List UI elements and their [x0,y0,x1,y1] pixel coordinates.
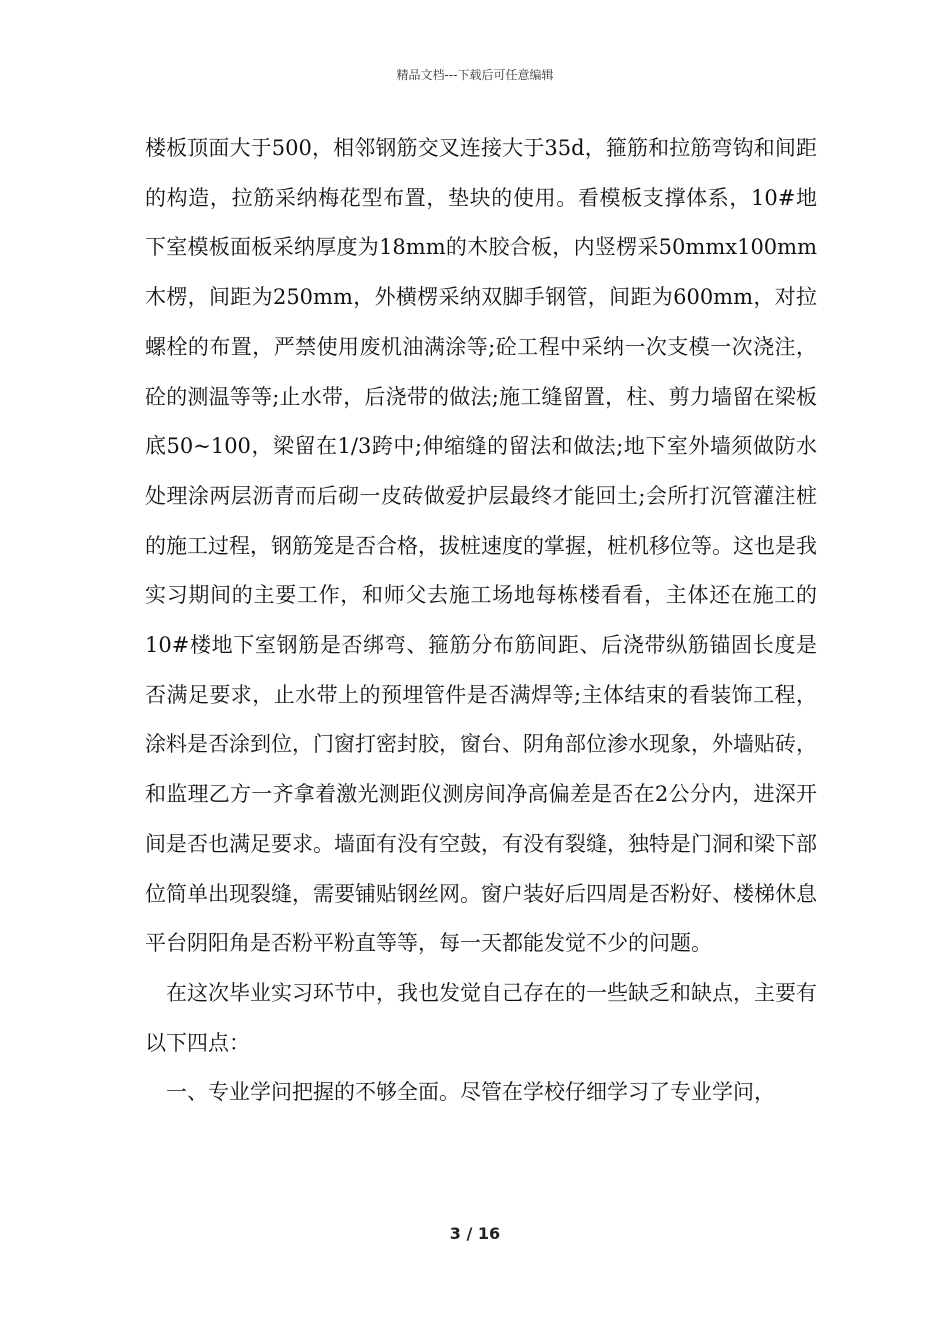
document-body [145,124,817,1118]
page-number: 3 / 16 [449,1224,501,1243]
paragraph: 楼板顶面大于500，相邻钢筋交叉连接大于35d，箍筋和拉筋弯钩和间距的构造，拉筋采纳梅花型布置，垫块的使用。看模板支撑体系，10#地下室模板面板采纳厚度为18mm的木胶合板，内竖楞采50mmx100mm木楞，间距为250mm，外横楞采纳双脚手钢管，间距为600mm，对拉螺栓的布置，严禁使用废机油满涂等;砼工程中采纳一次支模一次浇注，砼的测温等等;止水带，后浇带的做法;施工缝留置，柱、剪力墙留在梁板底50~100，梁留在1/3跨中;伸缩缝的留法和做法;地下室外墙须做防水处理涂两层沥青而后砌一皮砖做爱护层最终才能回土;会所打沉管灌注桩的施工过程，钢筋笼是否合格，拔桩速度的掌握，桩机移位等。这也是我实习期间的主要工作，和师父去施工场地每栋楼看看，主体还在施工的10#楼地下室钢筋是否绑弯、箍筋分布筋间距、后浇带纵筋锚固长度是否满足要求，止水带上的预埋管件是否满焊等;主体结束的看装饰工程，涂料是否涂到位，门窗打密封胶，窗台、阴角部位渗水现象，外墙贴砖，和监理乙方一齐拿着激光测距仪测房间净高偏差是否在2公分内，进深开间是否也满足要求。墙面有没有空鼓，有没有裂缝，独特是门洞和梁下部位简单出现裂缝，需要铺贴钢丝网。窗户装好后四周是否粉好、楼梯休息平台阴阳角是否粉平粉直等等，每一天都能发觉不少的问题。 [145,136,817,956]
paragraph: 在这次毕业实习环节中，我也发觉自己存在的一些缺乏和缺点，主要有以下四点： [145,980,817,1055]
page-header: 精品文档---下载后可任意编辑 [396,68,554,82]
paragraph: 一、专业学问把握的不够全面。尽管在学校仔细学习了专业学问， [166,1080,775,1105]
